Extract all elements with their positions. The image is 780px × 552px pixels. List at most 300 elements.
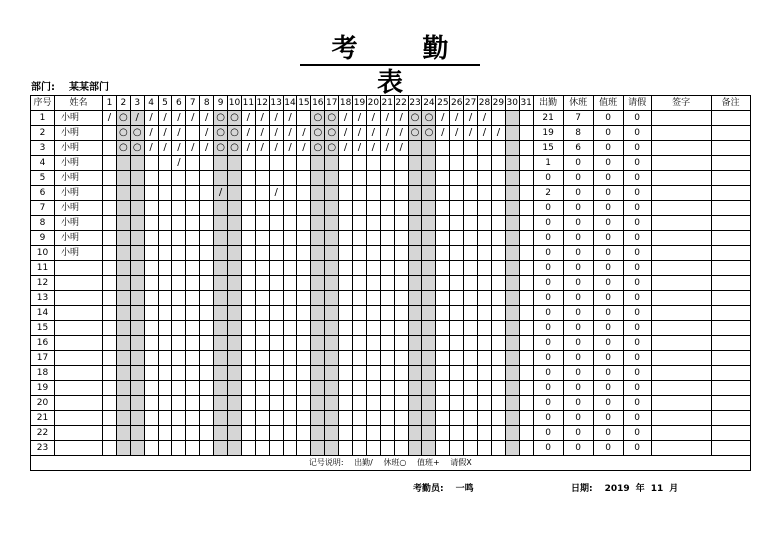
day-cell <box>464 336 478 351</box>
day-cell <box>366 216 380 231</box>
day-cell <box>436 351 450 366</box>
day-cell <box>255 276 269 291</box>
day-cell <box>325 411 339 426</box>
day-cell <box>325 426 339 441</box>
header-day: 23 <box>408 96 422 111</box>
day-cell <box>311 171 325 186</box>
day-cell <box>186 426 200 441</box>
day-cell <box>158 366 172 381</box>
day-cell <box>186 366 200 381</box>
day-cell <box>408 141 422 156</box>
row-rest: 0 <box>563 351 593 366</box>
row-sign <box>651 141 711 156</box>
day-cell <box>283 231 297 246</box>
row-sign <box>651 171 711 186</box>
row-name: 小明 <box>55 156 103 171</box>
day-cell: / <box>200 111 214 126</box>
day-cell <box>491 396 505 411</box>
day-cell <box>505 426 519 441</box>
table-row <box>31 366 751 381</box>
day-cell <box>353 396 367 411</box>
day-cell: / <box>269 141 283 156</box>
day-cell <box>353 171 367 186</box>
day-cell <box>436 381 450 396</box>
row-rest: 0 <box>563 306 593 321</box>
day-cell <box>297 171 311 186</box>
row-rest: 0 <box>563 366 593 381</box>
day-cell <box>380 306 394 321</box>
header-day: 10 <box>228 96 242 111</box>
day-cell <box>269 246 283 261</box>
day-cell <box>130 186 144 201</box>
day-cell <box>311 306 325 321</box>
day-cell <box>214 441 228 456</box>
day-cell <box>297 426 311 441</box>
day-cell <box>380 381 394 396</box>
day-cell: ○ <box>408 126 422 141</box>
day-cell: / <box>144 126 158 141</box>
day-cell <box>144 171 158 186</box>
row-name <box>55 306 103 321</box>
day-cell <box>519 156 533 171</box>
day-cell <box>214 396 228 411</box>
day-cell <box>172 351 186 366</box>
row-name <box>55 411 103 426</box>
day-cell <box>116 171 130 186</box>
day-cell <box>380 231 394 246</box>
row-leave: 0 <box>623 231 651 246</box>
attendance-table <box>30 95 751 471</box>
day-cell <box>478 261 492 276</box>
table-row <box>31 396 751 411</box>
row-seq: 3 <box>31 141 55 156</box>
day-cell <box>103 366 117 381</box>
day-cell <box>450 291 464 306</box>
day-cell <box>505 231 519 246</box>
row-sign <box>651 261 711 276</box>
row-leave: 0 <box>623 171 651 186</box>
header-day: 12 <box>255 96 269 111</box>
day-cell: / <box>394 141 408 156</box>
day-cell <box>214 336 228 351</box>
row-sign <box>651 321 711 336</box>
day-cell <box>144 441 158 456</box>
day-cell <box>158 276 172 291</box>
row-attend: 0 <box>533 231 563 246</box>
day-cell <box>478 216 492 231</box>
day-cell <box>491 171 505 186</box>
day-cell <box>214 246 228 261</box>
row-attend: 0 <box>533 276 563 291</box>
day-cell <box>519 306 533 321</box>
day-cell <box>505 171 519 186</box>
row-name: 小明 <box>55 231 103 246</box>
row-attend: 0 <box>533 321 563 336</box>
row-name <box>55 351 103 366</box>
day-cell <box>103 141 117 156</box>
day-cell <box>116 201 130 216</box>
table-row <box>31 246 751 261</box>
row-name: 小明 <box>55 141 103 156</box>
day-cell <box>241 381 255 396</box>
day-cell <box>283 216 297 231</box>
day-cell <box>228 411 242 426</box>
day-cell <box>394 186 408 201</box>
day-cell <box>172 441 186 456</box>
day-cell <box>380 426 394 441</box>
day-cell <box>394 201 408 216</box>
row-leave: 0 <box>623 351 651 366</box>
day-cell: / <box>158 111 172 126</box>
day-cell <box>366 291 380 306</box>
day-cell <box>116 321 130 336</box>
day-cell <box>408 336 422 351</box>
day-cell <box>255 156 269 171</box>
day-cell <box>422 411 436 426</box>
row-seq: 16 <box>31 336 55 351</box>
row-name: 小明 <box>55 126 103 141</box>
table-row <box>31 141 751 156</box>
day-cell <box>103 186 117 201</box>
table-row <box>31 336 751 351</box>
day-cell: / <box>464 126 478 141</box>
day-cell <box>255 441 269 456</box>
day-cell <box>366 441 380 456</box>
day-cell <box>380 321 394 336</box>
day-cell <box>200 396 214 411</box>
day-cell <box>228 426 242 441</box>
row-duty: 0 <box>593 216 623 231</box>
row-sign <box>651 111 711 126</box>
day-cell <box>491 186 505 201</box>
row-rest: 0 <box>563 336 593 351</box>
day-cell <box>450 186 464 201</box>
day-cell: ○ <box>408 111 422 126</box>
day-cell <box>297 366 311 381</box>
day-cell <box>269 411 283 426</box>
day-cell <box>366 186 380 201</box>
day-cell <box>339 381 353 396</box>
header-day: 26 <box>450 96 464 111</box>
day-cell <box>491 426 505 441</box>
day-cell <box>464 276 478 291</box>
day-cell <box>491 111 505 126</box>
day-cell <box>450 411 464 426</box>
day-cell <box>297 231 311 246</box>
day-cell <box>394 321 408 336</box>
day-cell <box>325 231 339 246</box>
day-cell <box>103 171 117 186</box>
day-cell <box>130 201 144 216</box>
header-duty: 值班 <box>593 96 623 111</box>
day-cell: ○ <box>228 141 242 156</box>
day-cell <box>422 156 436 171</box>
day-cell <box>228 276 242 291</box>
day-cell <box>130 231 144 246</box>
header-leave: 请假 <box>623 96 651 111</box>
day-cell <box>241 411 255 426</box>
day-cell <box>450 351 464 366</box>
day-cell: / <box>172 111 186 126</box>
day-cell <box>380 366 394 381</box>
day-cell <box>200 366 214 381</box>
day-cell <box>450 321 464 336</box>
day-cell: / <box>366 126 380 141</box>
row-rest: 0 <box>563 261 593 276</box>
day-cell <box>311 246 325 261</box>
day-cell <box>478 201 492 216</box>
day-cell <box>380 351 394 366</box>
day-cell <box>228 396 242 411</box>
day-cell <box>200 291 214 306</box>
day-cell <box>394 351 408 366</box>
day-cell: / <box>144 111 158 126</box>
day-cell: ○ <box>311 111 325 126</box>
day-cell <box>464 231 478 246</box>
day-cell <box>519 411 533 426</box>
day-cell: / <box>172 156 186 171</box>
day-cell: / <box>158 141 172 156</box>
header-day: 1 <box>103 96 117 111</box>
table-row <box>31 426 751 441</box>
day-cell <box>311 261 325 276</box>
row-sign <box>651 381 711 396</box>
day-cell <box>311 291 325 306</box>
day-cell <box>186 126 200 141</box>
row-name <box>55 426 103 441</box>
day-cell <box>311 336 325 351</box>
row-leave: 0 <box>623 381 651 396</box>
row-remark <box>711 336 750 351</box>
day-cell <box>353 231 367 246</box>
day-cell <box>353 411 367 426</box>
day-cell <box>214 351 228 366</box>
header-day: 30 <box>505 96 519 111</box>
department-line <box>31 78 109 93</box>
day-cell <box>241 366 255 381</box>
day-cell <box>353 201 367 216</box>
day-cell <box>103 216 117 231</box>
row-attend: 0 <box>533 291 563 306</box>
row-attend: 0 <box>533 336 563 351</box>
day-cell <box>505 126 519 141</box>
day-cell <box>436 276 450 291</box>
day-cell <box>255 291 269 306</box>
day-cell <box>186 411 200 426</box>
header-sign: 签字 <box>651 96 711 111</box>
day-cell <box>255 426 269 441</box>
day-cell <box>186 276 200 291</box>
department-label: 部门: <box>31 82 55 93</box>
day-cell <box>464 306 478 321</box>
row-rest: 7 <box>563 111 593 126</box>
row-attend: 15 <box>533 141 563 156</box>
day-cell <box>283 351 297 366</box>
row-remark <box>711 396 750 411</box>
day-cell <box>408 261 422 276</box>
day-cell <box>380 201 394 216</box>
day-cell <box>353 261 367 276</box>
day-cell <box>339 336 353 351</box>
day-cell <box>450 276 464 291</box>
day-cell <box>172 261 186 276</box>
day-cell <box>297 261 311 276</box>
day-cell <box>436 261 450 276</box>
row-duty: 0 <box>593 336 623 351</box>
day-cell <box>103 411 117 426</box>
day-cell <box>214 411 228 426</box>
day-cell <box>255 216 269 231</box>
day-cell <box>353 321 367 336</box>
day-cell <box>408 231 422 246</box>
day-cell <box>186 306 200 321</box>
day-cell <box>283 291 297 306</box>
day-cell <box>311 276 325 291</box>
date-month-unit: 月 <box>669 484 679 494</box>
row-rest: 0 <box>563 321 593 336</box>
day-cell: / <box>283 111 297 126</box>
day-cell <box>241 276 255 291</box>
day-cell <box>505 156 519 171</box>
day-cell <box>311 321 325 336</box>
day-cell <box>214 366 228 381</box>
day-cell <box>491 351 505 366</box>
row-remark <box>711 126 750 141</box>
day-cell <box>366 276 380 291</box>
row-rest: 8 <box>563 126 593 141</box>
day-cell <box>200 441 214 456</box>
day-cell <box>339 321 353 336</box>
day-cell <box>478 351 492 366</box>
day-cell: ○ <box>228 111 242 126</box>
day-cell <box>408 156 422 171</box>
row-leave: 0 <box>623 396 651 411</box>
day-cell <box>172 246 186 261</box>
day-cell <box>339 306 353 321</box>
row-rest: 0 <box>563 216 593 231</box>
day-cell <box>269 336 283 351</box>
legend-attend: 出勤/ <box>354 458 373 467</box>
day-cell: / <box>186 141 200 156</box>
day-cell <box>158 411 172 426</box>
day-cell <box>172 186 186 201</box>
row-duty: 0 <box>593 426 623 441</box>
day-cell <box>478 306 492 321</box>
day-cell <box>200 246 214 261</box>
day-cell <box>186 261 200 276</box>
day-cell <box>103 351 117 366</box>
department-value: 某某部门 <box>69 82 109 93</box>
day-cell <box>519 351 533 366</box>
day-cell <box>144 201 158 216</box>
day-cell <box>339 276 353 291</box>
day-cell <box>436 171 450 186</box>
header-day: 20 <box>366 96 380 111</box>
day-cell: ○ <box>325 141 339 156</box>
row-rest: 0 <box>563 291 593 306</box>
row-name: 小明 <box>55 216 103 231</box>
day-cell <box>422 246 436 261</box>
day-cell <box>297 111 311 126</box>
day-cell <box>158 306 172 321</box>
row-name: 小明 <box>55 171 103 186</box>
day-cell <box>158 171 172 186</box>
day-cell <box>158 201 172 216</box>
day-cell <box>172 216 186 231</box>
day-cell <box>505 276 519 291</box>
day-cell <box>144 336 158 351</box>
header-day: 17 <box>325 96 339 111</box>
day-cell <box>519 231 533 246</box>
day-cell <box>464 411 478 426</box>
day-cell <box>422 276 436 291</box>
row-leave: 0 <box>623 321 651 336</box>
day-cell <box>200 201 214 216</box>
table-row <box>31 411 751 426</box>
day-cell <box>464 186 478 201</box>
day-cell <box>408 201 422 216</box>
day-cell <box>422 231 436 246</box>
day-cell <box>200 276 214 291</box>
day-cell <box>283 201 297 216</box>
day-cell <box>478 366 492 381</box>
row-attend: 0 <box>533 246 563 261</box>
day-cell <box>505 111 519 126</box>
day-cell <box>436 156 450 171</box>
row-duty: 0 <box>593 306 623 321</box>
row-sign <box>651 291 711 306</box>
row-sign <box>651 216 711 231</box>
day-cell: / <box>283 141 297 156</box>
day-cell <box>186 291 200 306</box>
day-cell <box>130 441 144 456</box>
day-cell <box>228 441 242 456</box>
day-cell <box>519 111 533 126</box>
day-cell: / <box>339 141 353 156</box>
day-cell <box>366 381 380 396</box>
day-cell <box>505 261 519 276</box>
row-name: 小明 <box>55 201 103 216</box>
clerk-line <box>413 481 474 494</box>
day-cell <box>519 126 533 141</box>
day-cell <box>172 231 186 246</box>
day-cell <box>228 336 242 351</box>
row-leave: 0 <box>623 426 651 441</box>
row-rest: 0 <box>563 171 593 186</box>
day-cell <box>311 201 325 216</box>
table-row <box>31 276 751 291</box>
day-cell: / <box>339 126 353 141</box>
row-leave: 0 <box>623 216 651 231</box>
day-cell <box>130 411 144 426</box>
day-cell <box>297 336 311 351</box>
header-day: 16 <box>311 96 325 111</box>
day-cell <box>283 156 297 171</box>
header-day: 25 <box>436 96 450 111</box>
day-cell <box>241 336 255 351</box>
row-seq: 6 <box>31 186 55 201</box>
row-remark <box>711 411 750 426</box>
day-cell <box>269 381 283 396</box>
row-remark <box>711 381 750 396</box>
day-cell <box>158 291 172 306</box>
day-cell <box>478 141 492 156</box>
day-cell <box>255 231 269 246</box>
row-rest: 0 <box>563 156 593 171</box>
day-cell <box>103 396 117 411</box>
day-cell: / <box>241 141 255 156</box>
day-cell <box>505 351 519 366</box>
